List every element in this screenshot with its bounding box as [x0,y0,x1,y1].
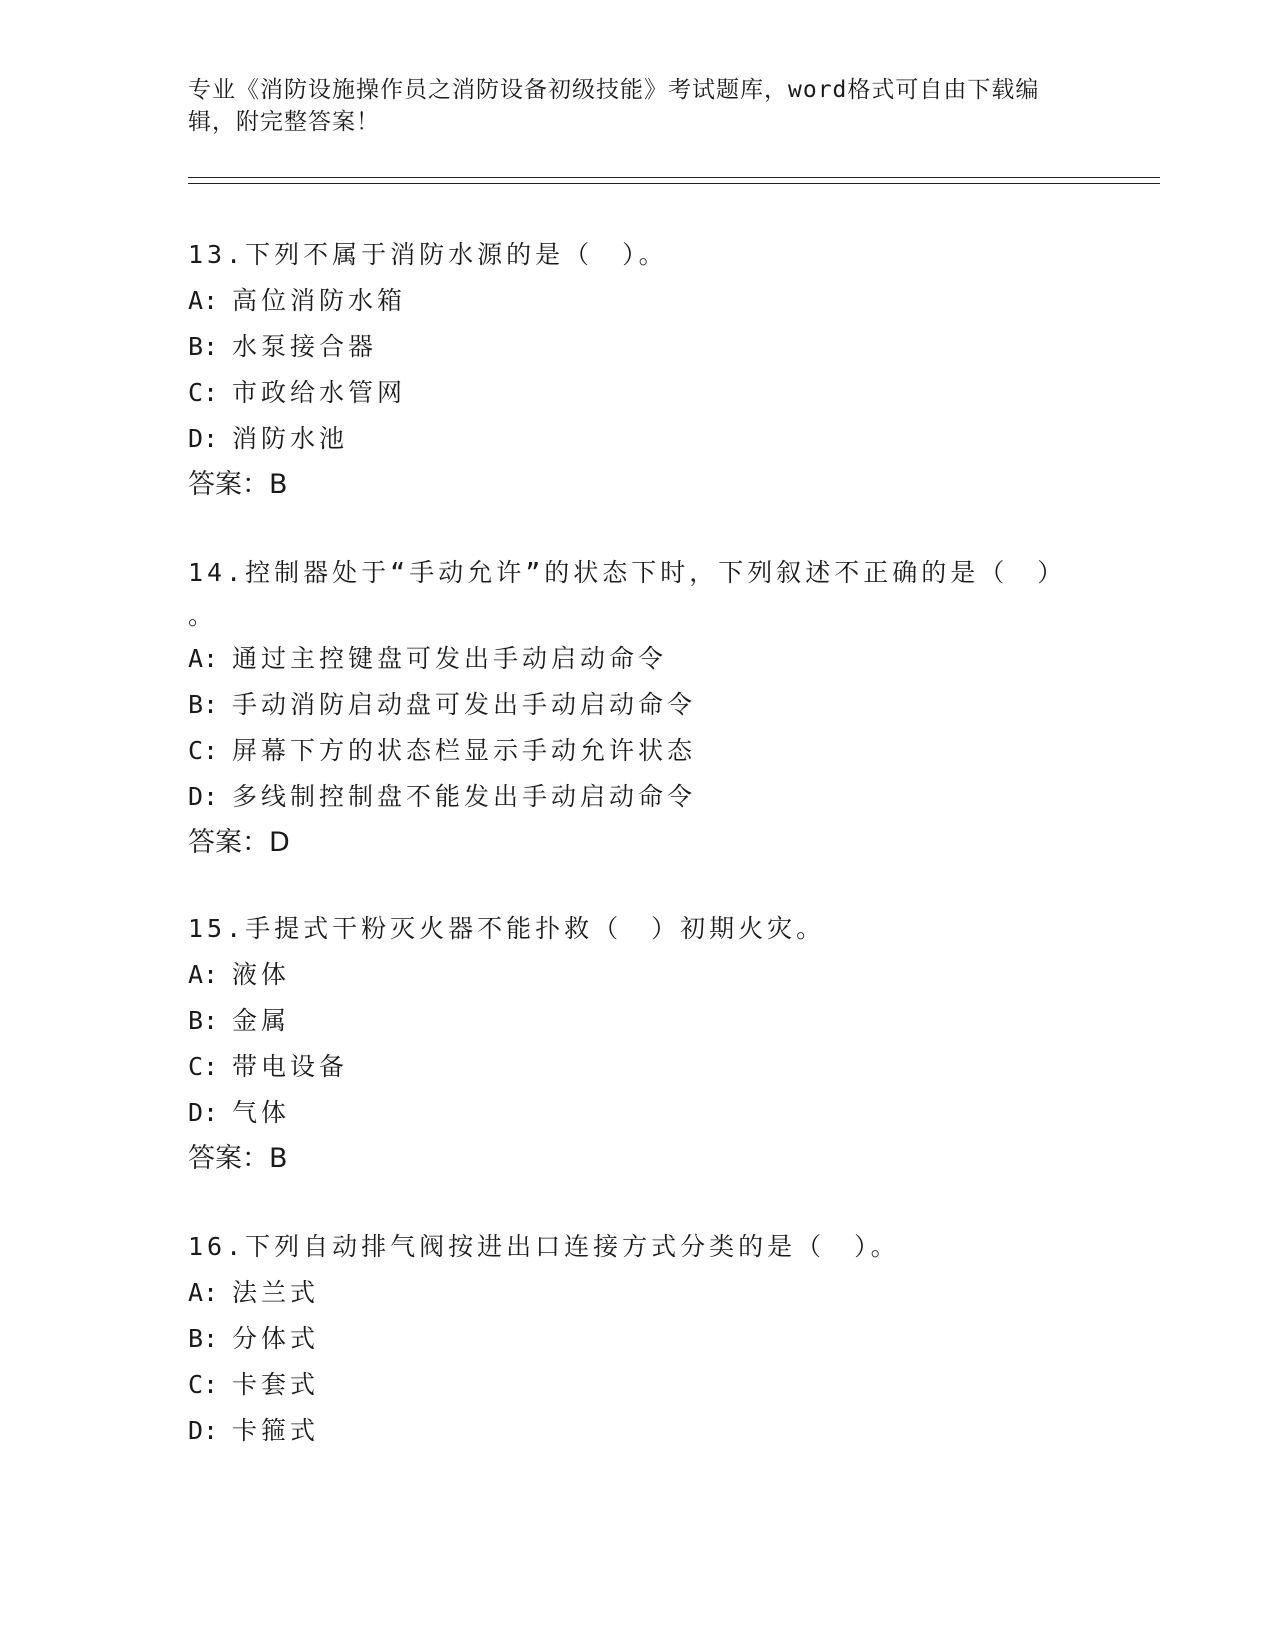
question-stem: 15.手提式干粉灭火器不能扑救（ ）初期火灾。 [188,914,826,943]
option-key: C: [188,1370,219,1399]
option-a [188,952,1088,998]
option-key: A: [188,960,219,989]
option-key: B: [188,690,219,719]
answer: 答案：B [188,1143,288,1174]
question-16 [188,1224,1088,1454]
option-c [188,1044,1088,1090]
option-text: 法兰式 [232,1278,320,1307]
option-d [188,416,1088,462]
option-text: 卡箍式 [232,1416,320,1445]
question-stem-continuation: 。 [188,601,214,630]
option-text: 分体式 [232,1324,320,1353]
option-b [188,1316,1088,1362]
option-key: A: [188,644,219,673]
option-key: D: [188,424,219,453]
header-text-line-2: 辑，附完整答案！ [188,109,380,135]
option-text: 水泵接合器 [232,332,378,361]
option-text: 手动消防启动盘可发出手动启动命令 [232,690,697,719]
option-c [188,1362,1088,1408]
answer: 答案：D [188,827,290,858]
option-a [188,278,1088,324]
option-d [188,1090,1088,1136]
question-stem: 14.控制器处于“手动允许”的状态下时，下列叙述不正确的是（ ） [188,558,1067,587]
option-text: 多线制控制盘不能发出手动启动命令 [232,782,697,811]
option-a [188,636,1088,682]
option-key: D: [188,782,219,811]
question-15 [188,906,1088,1182]
option-key: B: [188,1324,219,1353]
option-key: B: [188,1006,219,1035]
answer: 答案：B [188,469,288,500]
option-key: D: [188,1416,219,1445]
option-text: 液体 [232,960,291,989]
option-a [188,1270,1088,1316]
option-text: 卡套式 [232,1370,320,1399]
option-key: C: [188,736,219,765]
option-key: B: [188,332,219,361]
header-divider [188,177,1160,184]
option-text: 金属 [232,1006,291,1035]
option-key: A: [188,1278,219,1307]
option-text: 带电设备 [232,1052,349,1081]
option-text: 高位消防水箱 [232,286,407,315]
question-13 [188,232,1088,508]
option-text: 消防水池 [232,424,349,453]
option-key: C: [188,378,219,407]
option-text: 通过主控键盘可发出手动启动命令 [232,644,668,673]
option-b [188,324,1088,370]
option-text: 市政给水管网 [232,378,407,407]
option-text: 屏幕下方的状态栏显示手动允许状态 [232,736,697,765]
question-stem: 13.下列不属于消防水源的是（ ）。 [188,240,668,269]
option-key: D: [188,1098,219,1127]
question-14 [188,550,1088,866]
option-d [188,774,1088,820]
option-d [188,1408,1088,1454]
question-stem: 16.下列自动排气阀按进出口连接方式分类的是（ ）。 [188,1232,900,1261]
option-text: 气体 [232,1098,291,1127]
header-text-line-1: 专业《消防设施操作员之消防设备初级技能》考试题库，word格式可自由下载编 [188,77,1040,103]
option-b [188,682,1088,728]
option-key: A: [188,286,219,315]
option-b [188,998,1088,1044]
option-key: C: [188,1052,219,1081]
option-c [188,370,1088,416]
option-c [188,728,1088,774]
